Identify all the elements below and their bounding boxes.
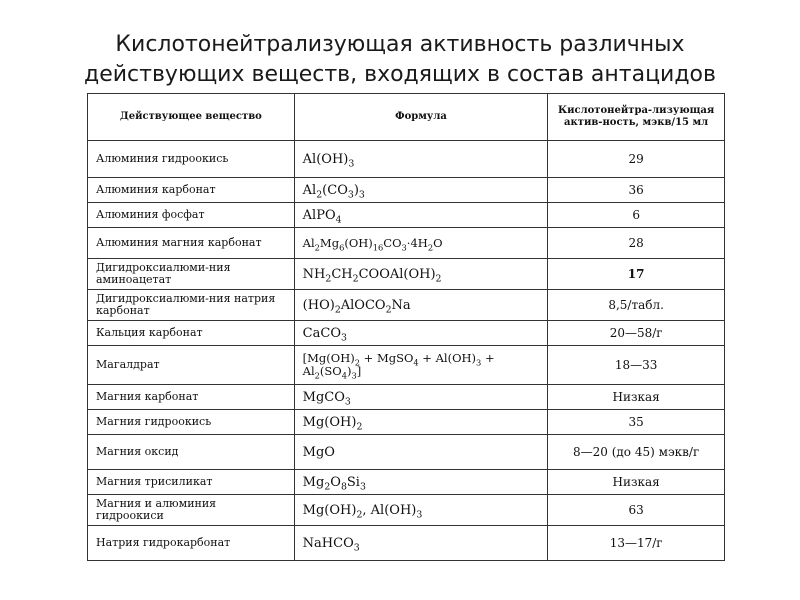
cell-name: Натрия гидрокарбонат: [88, 526, 295, 561]
cell-name: Дигидроксиалюми-ния натрия карбонат: [88, 290, 295, 321]
formula-text: $Al_2Mg_6(OH)_{16}CO_3\cdot 4H_2O$: [302, 235, 443, 252]
table-row: [88, 410, 725, 435]
formula-text: NaHCO$_3$: [302, 535, 360, 554]
formula-text: $Al(OH)_3$: [302, 151, 355, 170]
header-formula: Формула: [294, 94, 548, 141]
table-row: [88, 321, 725, 346]
table-row: [88, 346, 725, 385]
cell-name: Магния и алюминия гидроокиси: [88, 495, 295, 526]
cell-formula: [294, 290, 548, 321]
cell-formula: [294, 203, 548, 228]
formula-text: $NH_2CH_2COOAl(OH)_2$: [302, 266, 442, 285]
header-activity: Кислотонейтра-лизующая актив-ность, мэкв/15 мл: [548, 94, 725, 141]
cell-value: 13—17/г: [548, 526, 725, 561]
table-row: [88, 141, 725, 178]
formula-text: AlPO$_4$: [302, 207, 342, 226]
formula-text: $(HO)_2AlOCO_2Na$: [302, 297, 411, 316]
cell-formula: [294, 410, 548, 435]
cell-value: Низкая: [548, 385, 725, 410]
cell-name: Алюминия магния карбонат: [88, 228, 295, 259]
cell-formula: [294, 346, 548, 385]
cell-formula: [294, 435, 548, 470]
cell-name: Алюминия гидроокись: [88, 141, 295, 178]
cell-value: 17: [548, 259, 725, 290]
cell-value: 29: [548, 141, 725, 178]
cell-formula: [294, 470, 548, 495]
cell-value: 63: [548, 495, 725, 526]
table-row: [88, 470, 725, 495]
formula-text: $Al_2(CO_3)_3$: [302, 182, 365, 201]
cell-value: 6: [548, 203, 725, 228]
table-header-row: [88, 94, 725, 141]
table-row: [88, 385, 725, 410]
cell-value: 18—33: [548, 346, 725, 385]
table-row: [88, 290, 725, 321]
table-row: [88, 203, 725, 228]
cell-formula: [294, 141, 548, 178]
table-row: [88, 495, 725, 526]
cell-value: 8—20 (до 45) мэкв/г: [548, 435, 725, 470]
cell-formula: [294, 259, 548, 290]
cell-value: 28: [548, 228, 725, 259]
cell-name: Магния гидроокись: [88, 410, 295, 435]
cell-formula: [294, 526, 548, 561]
cell-formula: [294, 228, 548, 259]
cell-name: Магния оксид: [88, 435, 295, 470]
formula-text: $Mg(OH)_2$: [302, 414, 363, 433]
cell-name: Кальция карбонат: [88, 321, 295, 346]
slide-title: [0, 30, 800, 90]
formula-text: $Mg_2O_8Si_3$: [302, 474, 366, 493]
cell-formula: [294, 385, 548, 410]
cell-value: Низкая: [548, 470, 725, 495]
formula-text: MgCO$_3$: [302, 389, 351, 408]
slide-title-line-2: действующих веществ, входящих в состав антацидов: [84, 62, 716, 87]
cell-name: Алюминия фосфат: [88, 203, 295, 228]
cell-name: Дигидроксиалюми-ния аминоацетат: [88, 259, 295, 290]
table-row: [88, 228, 725, 259]
cell-value: 35: [548, 410, 725, 435]
antacid-table: [87, 93, 725, 561]
table-row: [88, 526, 725, 561]
cell-name: Магалдрат: [88, 346, 295, 385]
cell-value: 20—58/г: [548, 321, 725, 346]
formula-text: MgO: [302, 444, 335, 460]
table-row: [88, 435, 725, 470]
formula-text: $Mg(OH)_2$, $Al(OH)_3$: [302, 502, 423, 521]
slide-title-line-1: Кислотонейтрализующая активность различных: [115, 32, 685, 57]
table-row: [88, 259, 725, 290]
cell-name: Алюминия карбонат: [88, 178, 295, 203]
header-substance: Действующее вещество: [88, 94, 295, 141]
cell-name: Магния карбонат: [88, 385, 295, 410]
cell-formula: [294, 495, 548, 526]
cell-formula: [294, 178, 548, 203]
cell-value: 8,5/табл.: [548, 290, 725, 321]
table-row: [88, 178, 725, 203]
formula-text: CaCO$_3$: [302, 325, 347, 344]
cell-name: Магния трисиликат: [88, 470, 295, 495]
formula-text: [$Mg(OH)_2$ + MgSO$_4$ + $Al(OH)_3 + Al_2(SO_4)_3$]: [302, 351, 495, 381]
cell-value: 36: [548, 178, 725, 203]
cell-formula: [294, 321, 548, 346]
